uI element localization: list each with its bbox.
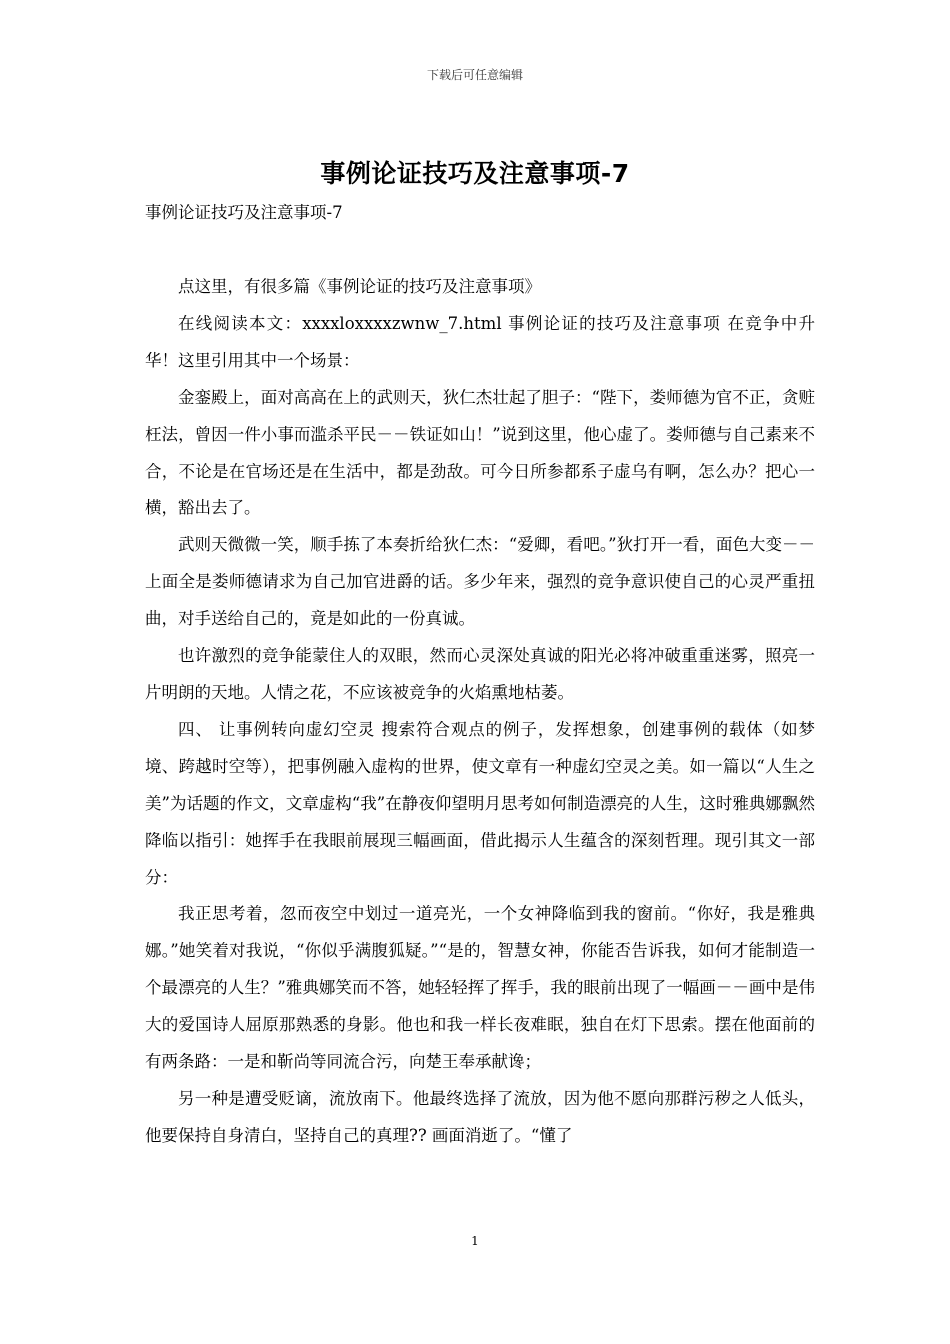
document-body (145, 269, 815, 1155)
paragraph: 在线阅读本文：xxxxloxxxxzwnw_7.html 事例论证的技巧及注意事项 在竞争中升华！这里引用其中一个场景： (145, 313, 815, 370)
page-header-note: 下载后可任意编辑 (426, 68, 523, 82)
paragraph: 也许激烈的竞争能蒙住人的双眼，然而心灵深处真诚的阳光必将冲破重重迷雾，照亮一片明朗的天地。人情之花，不应该被竞争的火焰熏地枯萎。 (145, 646, 815, 702)
paragraph: 另一种是遭受贬谪，流放南下。他最终选择了流放，因为他不愿向那群污秽之人低头，他要保持自身清白，坚持自己的真理?? 画面消逝了。“懂了 (145, 1088, 815, 1145)
paragraph: 我正思考着，忽而夜空中划过一道亮光，一个女神降临到我的窗前。“你好，我是雅典娜。”她笑着对我说，“你似乎满腹狐疑。”“是的，智慧女神，你能否告诉我，如何才能制造一个最漂亮的人生？”雅典娜笑而不答，她轻轻挥了挥手，我的眼前出现了一幅画－－画中是伟大的爱国诗人屈原那熟悉的身影。他也和我一样长夜难眠，独自在灯下思索。摆在他面前的有两条路：一是和靳尚等同流合污，向楚王奉承献谗； (145, 904, 815, 1072)
paragraph: 金銮殿上，面对高高在上的武则天，狄仁杰壮起了胆子：“陛下，娄师德为官不正，贪赃枉法，曾因一件小事而滥杀平民－－铁证如山！”说到这里，他心虚了。娄师德与自己素来不合，不论是在官场还是在生活中，都是劲敌。可今日所参都系子虚乌有啊，怎么办？把心一横，豁出去了。 (145, 387, 815, 518)
document-subtitle: 事例论证技巧及注意事项-7 (145, 203, 343, 222)
paragraph: 武则天微微一笑，顺手拣了本奏折给狄仁杰：“爱卿，看吧。”狄打开一看，面色大变－－上面全是娄师德请求为自己加官进爵的话。多少年来，强烈的竞争意识使自己的心灵严重扭曲，对手送给自己的，竟是如此的一份真诚。 (145, 535, 815, 629)
document-title: 事例论证技巧及注意事项-7 (320, 159, 630, 188)
paragraph: 点这里，有很多篇《事例论证的技巧及注意事项》 (178, 277, 541, 296)
paragraph: 四、 让事例转向虚幻空灵 搜索符合观点的例子，发挥想象，创建事例的载体（如梦境、跨越时空等），把事例融入虚构的世界，使文章有一种虚幻空灵之美。如一篇以“人生之美”为话题的作文，文章虚构“我”在静夜仰望明月思考如何制造漂亮的人生，这时雅典娜飘然降临以指引：她挥手在我眼前展现三幅画面，借此揭示人生蕴含的深刻哲理。现引其文一部分： (145, 719, 815, 887)
page-number: 1 (471, 1234, 479, 1248)
